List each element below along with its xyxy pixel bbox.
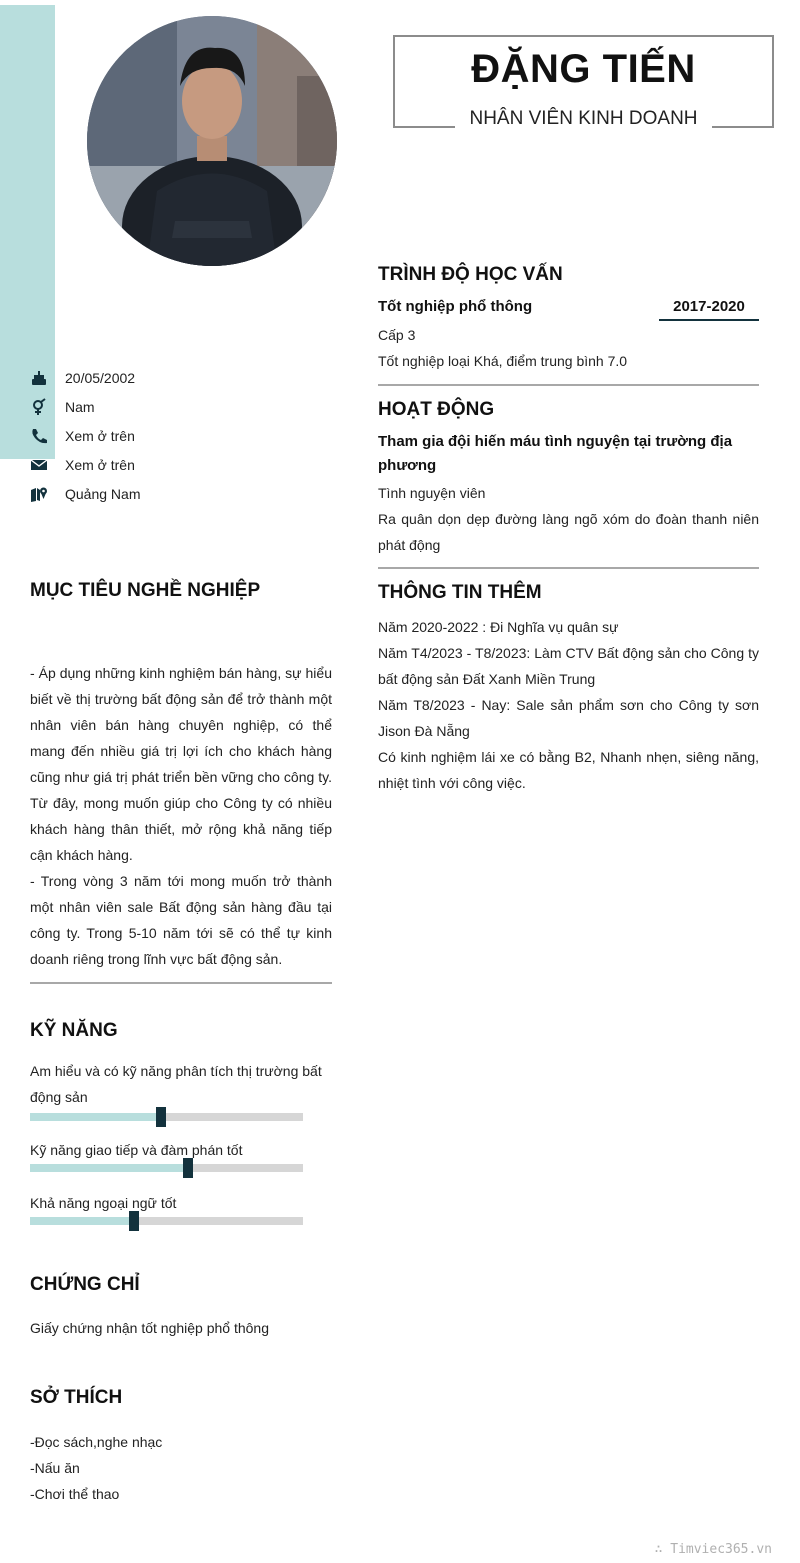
hobby-item: -Đọc sách,nghe nhạc <box>30 1434 163 1450</box>
education-section <box>378 264 759 286</box>
gender-icon <box>30 398 65 416</box>
header-border-right <box>712 126 772 128</box>
certificate-item: Giấy chứng nhận tốt nghiệp phổ thông <box>30 1320 269 1336</box>
skill-level-marker <box>129 1211 139 1231</box>
skill-level-marker <box>183 1158 193 1178</box>
activities-section <box>378 399 759 421</box>
activities-divider <box>378 567 759 569</box>
objective-text-2: - Trong vòng 3 năm tới mong muốn trở thành một nhân viên sale Bất động sản hàng đầu tại công ty. Trong 5-10 năm tới sẽ có thể tự kinh doanh riêng trong lĩnh vực bất động sản. <box>30 873 332 967</box>
contact-phone <box>30 421 140 450</box>
header-border-left <box>395 126 455 128</box>
education-divider <box>378 384 759 386</box>
additional-section <box>378 582 759 604</box>
contact-gender-value: Nam <box>65 398 95 415</box>
skill-level-fill <box>30 1113 161 1121</box>
contact-address <box>30 479 140 508</box>
additional-line: Có kinh nghiệm lái xe có bằng B2, Nhanh nhẹn, siêng năng, nhiệt tình với công việc. <box>378 749 759 791</box>
skill-item <box>30 1058 332 1121</box>
skill-level-fill <box>30 1164 188 1172</box>
watermark: ∴ Timviec365.vn <box>654 1542 772 1557</box>
job-position: NHÂN VIÊN KINH DOANH <box>469 108 698 129</box>
skill-level-bar <box>30 1217 303 1225</box>
activities-title: HOẠT ĐỘNG <box>378 399 495 420</box>
additional-body <box>378 614 759 796</box>
skill-label: Khả năng ngoại ngữ tốt <box>30 1195 177 1211</box>
skill-item <box>30 1137 332 1172</box>
skill-level-marker <box>156 1107 166 1127</box>
phone-icon <box>30 427 65 445</box>
additional-line: Năm T8/2023 - Nay: Sale sản phẩm sơn cho Công ty sơn Jison Đà Nẵng <box>378 697 759 739</box>
activity-role: Tình nguyện viên <box>378 485 486 501</box>
contact-gender <box>30 392 140 421</box>
objective-text-1: - Áp dụng những kinh nghiệm bán hàng, sự hiểu biết về thị trường bất động sản để trở thành một nhân viên bán hàng chuyên nghiệp, có thể mang đến nhiều giá trị lợi ích cho khách hàng cũng như giá trị phát triển bền vững cho công ty. Từ đây, mong muốn giúp cho Công ty có nhiều khách hàng thân thiết, mở rộng khả năng tiếp cận khách hàng. <box>30 665 332 863</box>
education-period: 2017-2020 <box>659 295 759 321</box>
contact-birthday <box>30 363 140 392</box>
activity-detail: Ra quân dọn dẹp đường làng ngõ xóm do đoàn thanh niên phát động <box>378 511 759 553</box>
education-item <box>378 295 759 374</box>
skill-level-bar <box>30 1113 303 1121</box>
hobby-item: -Chơi thể thao <box>30 1486 120 1502</box>
contact-info <box>30 363 140 508</box>
objective-section <box>30 580 332 602</box>
contact-email <box>30 450 140 479</box>
skills-title: KỸ NĂNG <box>30 1020 118 1041</box>
full-name: ĐẶNG TIẾN <box>471 47 696 91</box>
skill-item <box>30 1190 332 1225</box>
skill-label: Kỹ năng giao tiếp và đàm phán tốt <box>30 1142 243 1158</box>
contact-email-value: Xem ở trên <box>65 456 135 473</box>
hobbies-section <box>30 1387 332 1409</box>
education-school: Tốt nghiệp phổ thông <box>378 298 533 315</box>
contact-address-value: Quảng Nam <box>65 485 141 502</box>
additional-line: Năm T4/2023 - T8/2023: Làm CTV Bất động sản cho Công ty bất động sản Đất Xanh Miền Trung <box>378 645 759 687</box>
skill-label: Am hiểu và có kỹ năng phân tích thị trường bất động sản <box>30 1063 322 1105</box>
hobbies-list <box>30 1429 332 1507</box>
name-header <box>393 35 774 128</box>
activity-name: Tham gia đội hiến máu tình nguyện tại trường địa phương <box>378 433 733 474</box>
education-title: TRÌNH ĐỘ HỌC VẤN <box>378 264 563 285</box>
contact-birthday-value: 20/05/2002 <box>65 369 136 386</box>
additional-title: THÔNG TIN THÊM <box>378 582 542 603</box>
education-detail: Tốt nghiệp loại Khá, điểm trung bình 7.0 <box>378 353 628 369</box>
objective-title: MỤC TIÊU NGHỀ NGHIỆP <box>30 580 261 601</box>
map-location-icon <box>30 485 65 503</box>
skill-level-bar <box>30 1164 303 1172</box>
activity-item <box>378 430 759 558</box>
profile-photo <box>87 16 337 266</box>
skill-level-fill <box>30 1217 134 1225</box>
education-level: Cấp 3 <box>378 327 416 343</box>
skills-section <box>30 1020 332 1042</box>
contact-phone-value: Xem ở trên <box>65 427 135 444</box>
objective-body <box>30 660 332 972</box>
email-icon <box>30 456 65 474</box>
certificates-body <box>30 1315 332 1341</box>
hobby-item: -Nấu ăn <box>30 1460 80 1476</box>
certificates-title: CHỨNG CHỈ <box>30 1274 140 1295</box>
birthday-cake-icon <box>30 369 65 387</box>
objective-divider <box>30 982 332 984</box>
certificates-section <box>30 1274 332 1296</box>
additional-line: Năm 2020-2022 : Đi Nghĩa vụ quân sự <box>378 619 619 635</box>
hobbies-title: SỞ THÍCH <box>30 1387 123 1408</box>
